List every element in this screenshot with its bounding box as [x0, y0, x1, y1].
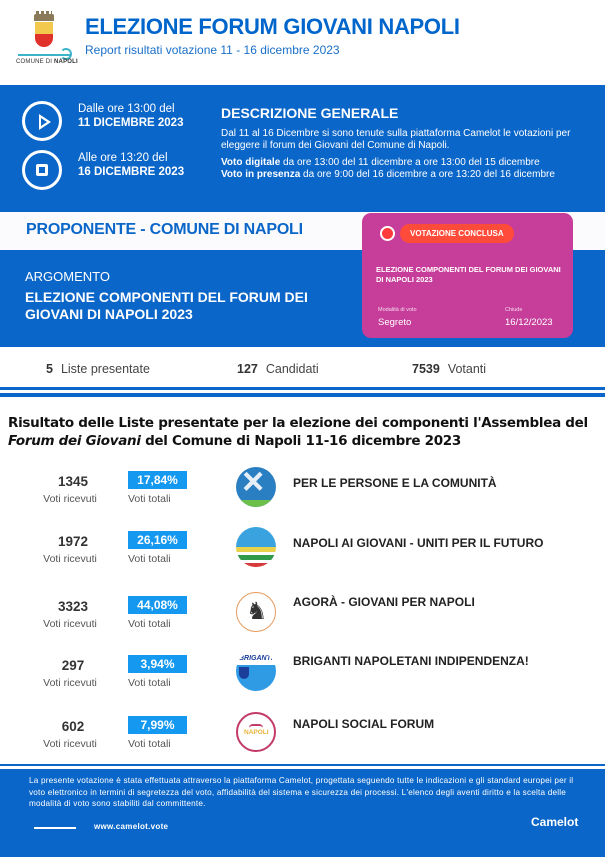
vote-status-card	[362, 213, 573, 338]
record-dot-icon	[380, 226, 395, 241]
end-date: 16 DICEMBRE 2023	[78, 166, 185, 178]
stats-bar	[0, 347, 605, 387]
percentage-badge: 44,08%	[128, 596, 187, 614]
report-header	[0, 0, 605, 82]
agora-logo	[236, 592, 276, 632]
divider	[0, 387, 605, 390]
topic-text: ELEZIONE COMPONENTI DEL FORUM DEI GIOVANI DI NAPOLI 2023	[25, 289, 308, 322]
per-le-persone-logo	[236, 467, 276, 507]
description-text: Dal 11 al 16 Dicembre si sono tenute sulla piattaforma Camelot le votazioni per eleggere il forum dei Giovani del Comune di Napoli.	[221, 128, 571, 151]
start-date: 11 DICEMBRE 2023	[78, 117, 184, 129]
footer	[0, 769, 605, 857]
page-title: ELEZIONE FORUM GIOVANI NAPOLI	[85, 14, 460, 39]
napoli-crest-icon	[34, 14, 54, 48]
end-time	[22, 150, 202, 190]
play-icon	[22, 101, 62, 141]
list-result-row	[0, 531, 605, 581]
close-date-label: Chiude	[505, 307, 523, 313]
percentage-label: Voti totali	[128, 553, 171, 565]
list-result-row	[0, 716, 605, 766]
list-name: AGORÀ - GIOVANI PER NAPOLI	[293, 595, 475, 609]
proponent-label: PROPONENTE - COMUNE DI NAPOLI	[26, 221, 303, 238]
page-subtitle: Report risultati votazione 11 - 16 dicembre 2023	[85, 43, 340, 57]
votes-count: 3323	[57, 599, 89, 614]
footer-line	[34, 827, 76, 829]
stat-voters: 7539 Votanti	[412, 362, 487, 376]
wave-icon	[18, 54, 70, 56]
presence-vote-line: Voto in presenza da ore 9:00 del 16 dicembre a ore 13:20 del 16 dicembre	[221, 169, 555, 180]
digital-vote-line: Voto digitale da ore 13:00 del 11 dicembre a ore 13:00 del 15 dicembre	[221, 157, 540, 168]
briganti-logo	[236, 651, 276, 691]
percentage-label: Voti totali	[128, 677, 171, 689]
votes-count: 1345	[57, 474, 89, 489]
percentage-label: Voti totali	[128, 493, 171, 505]
votes-count: 602	[61, 719, 85, 734]
stat-candidates: 127 Candidati	[237, 362, 319, 376]
percentage-label: Voti totali	[128, 738, 171, 750]
status-badge: VOTAZIONE CONCLUSA	[400, 224, 514, 243]
vote-mode-label: Modalità di voto	[378, 307, 417, 313]
results-title: Risultato delle Liste presentate per la elezione dei componenti l'Assemblea del Forum dei Giovani del Comune di Napoli 11-16 dicembre 2023	[8, 415, 588, 449]
vote-mode-value: Segreto	[378, 317, 412, 328]
stat-lists: 5 Liste presentate	[46, 362, 150, 376]
votes-label: Voti ricevuti	[43, 493, 97, 505]
divider	[0, 393, 605, 397]
votes-label: Voti ricevuti	[43, 677, 97, 689]
list-result-row	[0, 655, 605, 705]
list-result-row	[0, 471, 605, 521]
percentage-badge: 7,99%	[128, 716, 187, 734]
list-name: BRIGANTI NAPOLETANI INDIPENDENZA!	[293, 654, 529, 668]
start-time	[22, 101, 202, 141]
logo-text: COMUNE DI NAPOLI	[16, 59, 78, 65]
end-time-label: Alle ore 13:20 del	[78, 152, 168, 164]
percentage-badge: 3,94%	[128, 655, 187, 673]
napoli-ai-giovani-logo	[236, 527, 276, 567]
camelot-logo: Camelot	[531, 815, 579, 829]
napoli-social-forum-logo	[236, 712, 276, 752]
list-result-row	[0, 596, 605, 646]
percentage-badge: 17,84%	[128, 471, 187, 489]
list-name: NAPOLI AI GIOVANI - UNITI PER IL FUTURO	[293, 536, 544, 550]
votes-label: Voti ricevuti	[43, 738, 97, 750]
percentage-badge: 26,16%	[128, 531, 187, 549]
percentage-label: Voti totali	[128, 618, 171, 630]
footer-disclaimer: La presente votazione è stata effettuata attraverso la piattaforma Camelot, progettata seguendo tutte le indicazioni e gli standard europei per il voto elettronico in termini di segretezza del voto, affidabilità del sistema e sicurezza dei processi. L'elenco degli aventi diritto e la scelta delle modalità di voto sono stabiliti dal committente.	[29, 776, 574, 808]
votes-count: 1972	[57, 534, 89, 549]
topic-label: ARGOMENTO	[25, 269, 110, 284]
votes-label: Voti ricevuti	[43, 553, 97, 565]
list-name: PER LE PERSONE E LA COMUNITÀ	[293, 476, 497, 490]
stop-icon	[22, 150, 62, 190]
divider	[0, 764, 605, 766]
start-time-label: Dalle ore 13:00 del	[78, 103, 175, 115]
card-title: ELEZIONE COMPONENTI DEL FORUM DEI GIOVANI DI NAPOLI 2023	[376, 265, 561, 284]
votes-label: Voti ricevuti	[43, 618, 97, 630]
description-title: DESCRIZIONE GENERALE	[221, 105, 399, 121]
close-date-value: 16/12/2023	[505, 317, 553, 328]
footer-url-link[interactable]: www.camelot.vote	[94, 822, 169, 831]
votes-count: 297	[61, 658, 85, 673]
list-name: NAPOLI SOCIAL FORUM	[293, 717, 435, 731]
comune-di-napoli-logo	[14, 12, 78, 68]
